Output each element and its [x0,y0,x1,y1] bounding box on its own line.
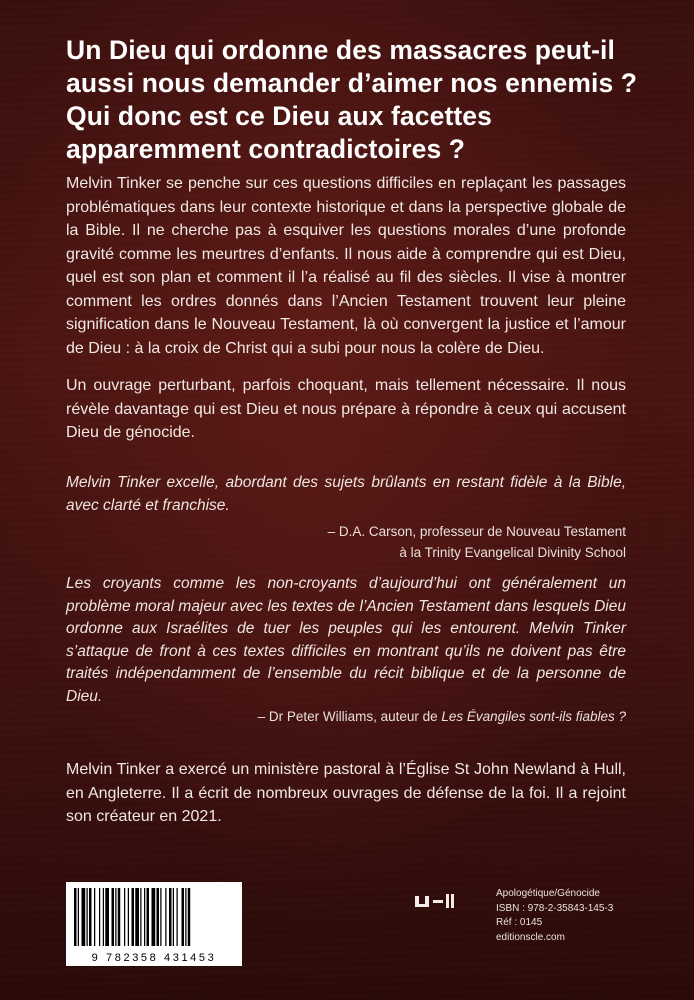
attribution-line: à la Trinity Evangelical Divinity School [399,545,626,560]
attribution-line: – D.A. Carson, professeur de Nouveau Testament [327,524,626,539]
publication-info [496,887,613,945]
endorsement-quote-carson: Melvin Tinker excelle, abordant des sujets brûlants en restant fidèle à la Bible, avec clarté et franchise. [66,474,626,514]
endorsement-attribution-williams [258,706,626,727]
reference-label: Réf : 0145 [496,917,543,928]
publisher-logo [415,892,465,917]
attribution-prefix: – Dr Peter Williams, auteur de [257,709,442,724]
back-cover-headline: Un Dieu qui ordonne des massacres peut-il aussi nous demander d’aimer nos ennemis ? Qui donc est ce Dieu aux facettes apparemment contradictoires ? [66,35,638,164]
summary-paragraph-2: Un ouvrage perturbant, parfois choquant, mais tellement nécessaire. Il nous révèle davantage qui est Dieu et nous prépare à répondre à ceux qui accusent Dieu de génocide. [66,377,626,441]
endorsement-quote-williams: Les croyants comme les non-croyants d’aujourd’hui ont généralement un problème moral majeur avec les textes de l’Ancien Testament dans lesquels Dieu ordonne aux Israélites de tuer les peuples qui les entourent. Melvin Tinker s’attaque de front à ces textes difficiles en montrant qu’ils ne doivent pas être traités indépendamment de l’ensemble du récit biblique et de la personne de Dieu. [66,575,626,705]
barcode-number: 9 782358 431453 [91,952,217,964]
barcode-bars [66,882,242,952]
publisher-website: editionscle.com [496,931,565,943]
attribution-book-title: Les Évangiles sont-ils fiables ? [441,709,626,724]
isbn-label: ISBN : 978-2-35843-145-3 [496,902,614,914]
summary-paragraph-1: Melvin Tinker se penche sur ces questions difficiles en replaçant les passages problématiques dans leur contexte historique et dans la perspective globale de la Bible. Il ne cherche pas à esquiver les questions morales d’une profonde gravité comme les meurtres d’enfants. Il nous aide à comprendre qui est Dieu, quel est son plan et comment il l’a réalisé au fil des siècles. Il vise à montrer comment les ordres donnés dans l’Ancien Testament trouvent leur pleine signification dans le Nouveau Testament, là où convergent la justice et l’amour de Dieu : à la croix de Christ qui a subi pour nous la colère de Dieu. [66,175,626,357]
author-bio: Melvin Tinker a exercé un ministère pastoral à l’Église St John Newland à Hull, en Angleterre. Il a écrit de nombreux ouvrages de défense de la foi. Il a rejoint son créateur en 2021. [66,761,626,825]
cle-logo-icon [415,892,465,912]
category-label: Apologétique/Génocide [496,888,600,899]
endorsement-attribution-carson [328,521,626,563]
isbn-barcode [66,882,242,966]
